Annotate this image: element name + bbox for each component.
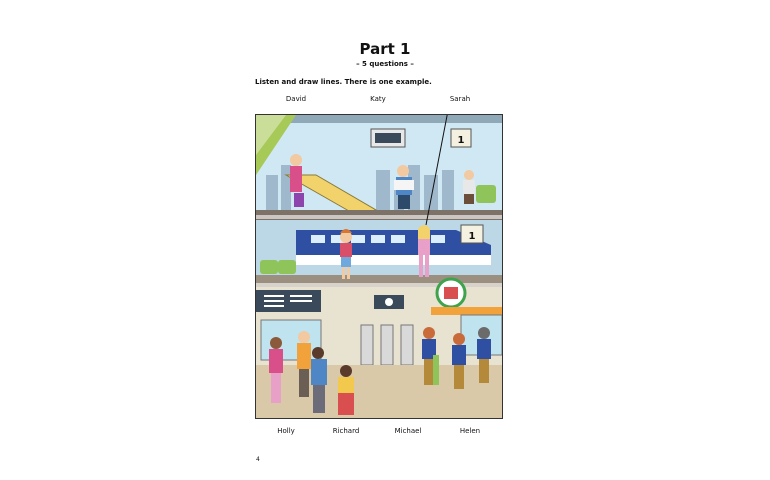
boy-sitting: [463, 170, 475, 204]
name-label-helen: Helen: [459, 427, 481, 435]
platform-sign-train: 1: [468, 231, 476, 242]
page-number: 4: [256, 456, 260, 463]
name-label-michael: Michael: [394, 427, 422, 435]
three-boys: [422, 327, 491, 389]
page-title: Part 1: [359, 40, 411, 58]
name-label-katy: Katy: [370, 95, 386, 103]
page-subtitle: – 5 questions –: [356, 60, 414, 68]
name-label-sarah: Sarah: [449, 95, 471, 103]
platform-sign-top: 1: [457, 135, 465, 146]
name-label-richard: Richard: [332, 427, 360, 435]
name-label-david: David: [285, 95, 307, 103]
station-illustration: [255, 114, 503, 419]
instruction-text: Listen and draw lines. There is one example.: [255, 78, 432, 86]
name-label-holly: Holly: [277, 427, 295, 435]
